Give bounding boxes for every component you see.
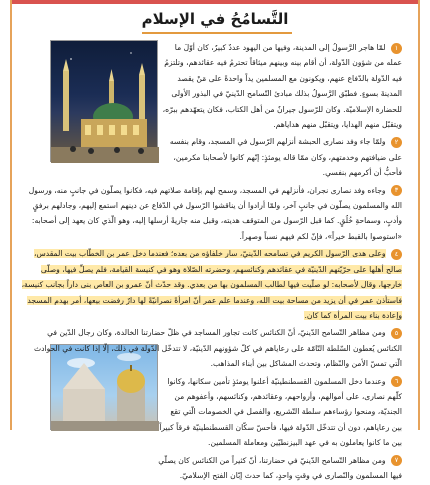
paragraph-number: ٥ [391,328,402,339]
paragraph-number: ٢ [391,137,402,148]
paragraph-text: ولمّا جاء وفد نصارى الحبشة أنزلهم الرّسول في المسجد، وقام بنفسه على ضيافتهم وخدمتهم، وكان ممّا قاله يومئذٍ: إنّهم كانوا لأصحابنا مكرمين، فأحبُّ أن أكرمهم بنفسي. [169,137,402,178]
top-strip [12,0,418,4]
title-underline [142,32,292,34]
paragraph-2 [158,134,402,180]
page-frame [10,0,420,480]
paragraph-4 [20,246,402,323]
paragraph-text: لمّا هاجر الرَّسولُ إلى المدينة، وفيها من اليهود عددٌ كبيرٌ، كان أوّلَ ما عمله من شؤون الدّولة، أن أقام بينه وبينهم ميثاقاً تحترمُ فيه عقائدهم، وتلتزمُ فيه الدّولة بالدّفاع عنهم، ويكونون مع المسلمين يداً واحدةً على مَنْ يقصد المدينةَ بسوءٍ. فطبّق الرَّسولُ بذلك مبادئ التّسامح الدّينيّ في البذور الأولى للحضارة الإسلاميّة. وكان للرّسول جيرانٌ من أهل الكتاب، فكان يتعهّدهم ببرّه، ويتقبّل منهم الهدايا، ويتقبّل منهم هداياهم. [162,43,402,130]
paragraph-text: وعلى هدى الرّسول الكريم في تسامحه الدّينيّ، سار خلفاؤه من بعده؛ فعندما دخل عمر بن الخطّاب بيت المقدس، صالح أهلها على حرّيّتهم الدّينيّة في عقائدهم وكنائسهم، وحضرته الصّلاة وهو في كنيسة القيامة، فلم يصلِّ فيها، وصلّى خارجها، وقال لأصحابه: لو صلّيت فيها لطالب المسلمون بها من بعدي. وقد حدّث أنّ عمرو بن العاص بنى داراً بجانب كنيسة، فاستأذن عمر في أن يزيد من مساحة بيت الله، وعندما علم عمر أنّ امرأةً نصرانيّةً لها دارٌ رفضت بيعها، أمر بهدم المسجد وإعادة بناء بيت المرأة كما كان. [21,249,402,320]
paragraph-number: ١ [391,43,402,54]
paragraph-number: ٧ [391,455,402,466]
paragraph-6 [158,374,402,451]
paragraph-number: ٣ [391,185,402,196]
page-title: التَّسامُحُ في الإسلام [141,10,289,28]
paragraph-text: وعندما دخل المسلمون القسطنطينيّة أعلنوا يومئذٍ تأمين سكانها، وكانوا كلّهم نصارى، على أموالهم، وأرواحهم، وعقائدهم، وكنائسهم، وأعفوهم من الجنديّة، ومنحوا رؤساءهم سلطة التّشريع، والفصل في الخصومات الّتي تقع بين رعاياهم، دون أن تتدخّل الدّولة فيها، فأحسّ سكّان القسطنطينيّة فرقاً كبيراً بين ما كانوا يعاملون به في عهد البيزنطيّين ومعاملة المسلمين. [159,376,402,448]
paragraph-text: ومن مظاهر التّسامح الدّينيّ في حضارتنا، أنّ كثيراً من الكنائس كان يصلّي فيها المسلمون والنّصارى في وقتٍ واحدٍ، كما حدث إبّان الفتح الإسلاميّ. [158,455,402,480]
paragraph-number: ٤ [391,249,402,260]
paragraph-number: ٦ [391,376,402,387]
article-body [20,40,402,485]
paragraph-5 [20,325,402,371]
paragraph-3 [20,183,402,245]
paragraph-text: ومن مظاهر التّسامح الدّينيّ، أنّ الكنائس كانت تجاور المساجد في ظلّ حضارتنا الخالدة، وكان رجال الدّين في الكنائس يُعطون السّلطة التّامّة على رعاياهم في كلّ شؤونهم الدّينيّة، لا تتدخّل الدّولة في ذلك، إلّا إذا كانت في الحوادث الّتي تمسّ الأمن والنّظام، وتحدث المشاكل بين أبناء المذاهب. [33,328,402,369]
paragraph-7 [158,453,402,484]
paragraph-text: وجاءه وفد نصارى نجران، فأنزلهم في المسجد، وسمح لهم بإقامة صلاتهم فيه، فكانوا يصلّون في جانبٍ منه، ورسول الله والمسلمون يصلّون في جانبٍ آخر، ولمّا أرادوا أن يناقشوا الرّسول في الدّفاع عن دينهم استمع إليهم، وجادلهم برفقٍ وأدبٍ، وسماحةِ خُلُقٍ. كما قبل الرّسول من المتوقف هديته، وقبل منه جاريةً أرسلها إليه، وهو الّذي كان يعهد إلى أصحابه: «استوصوا بالقبط خيراً»، فإنّ لكم فيهم نسباً وصهراً. [28,185,402,241]
paragraph-1 [158,40,402,132]
